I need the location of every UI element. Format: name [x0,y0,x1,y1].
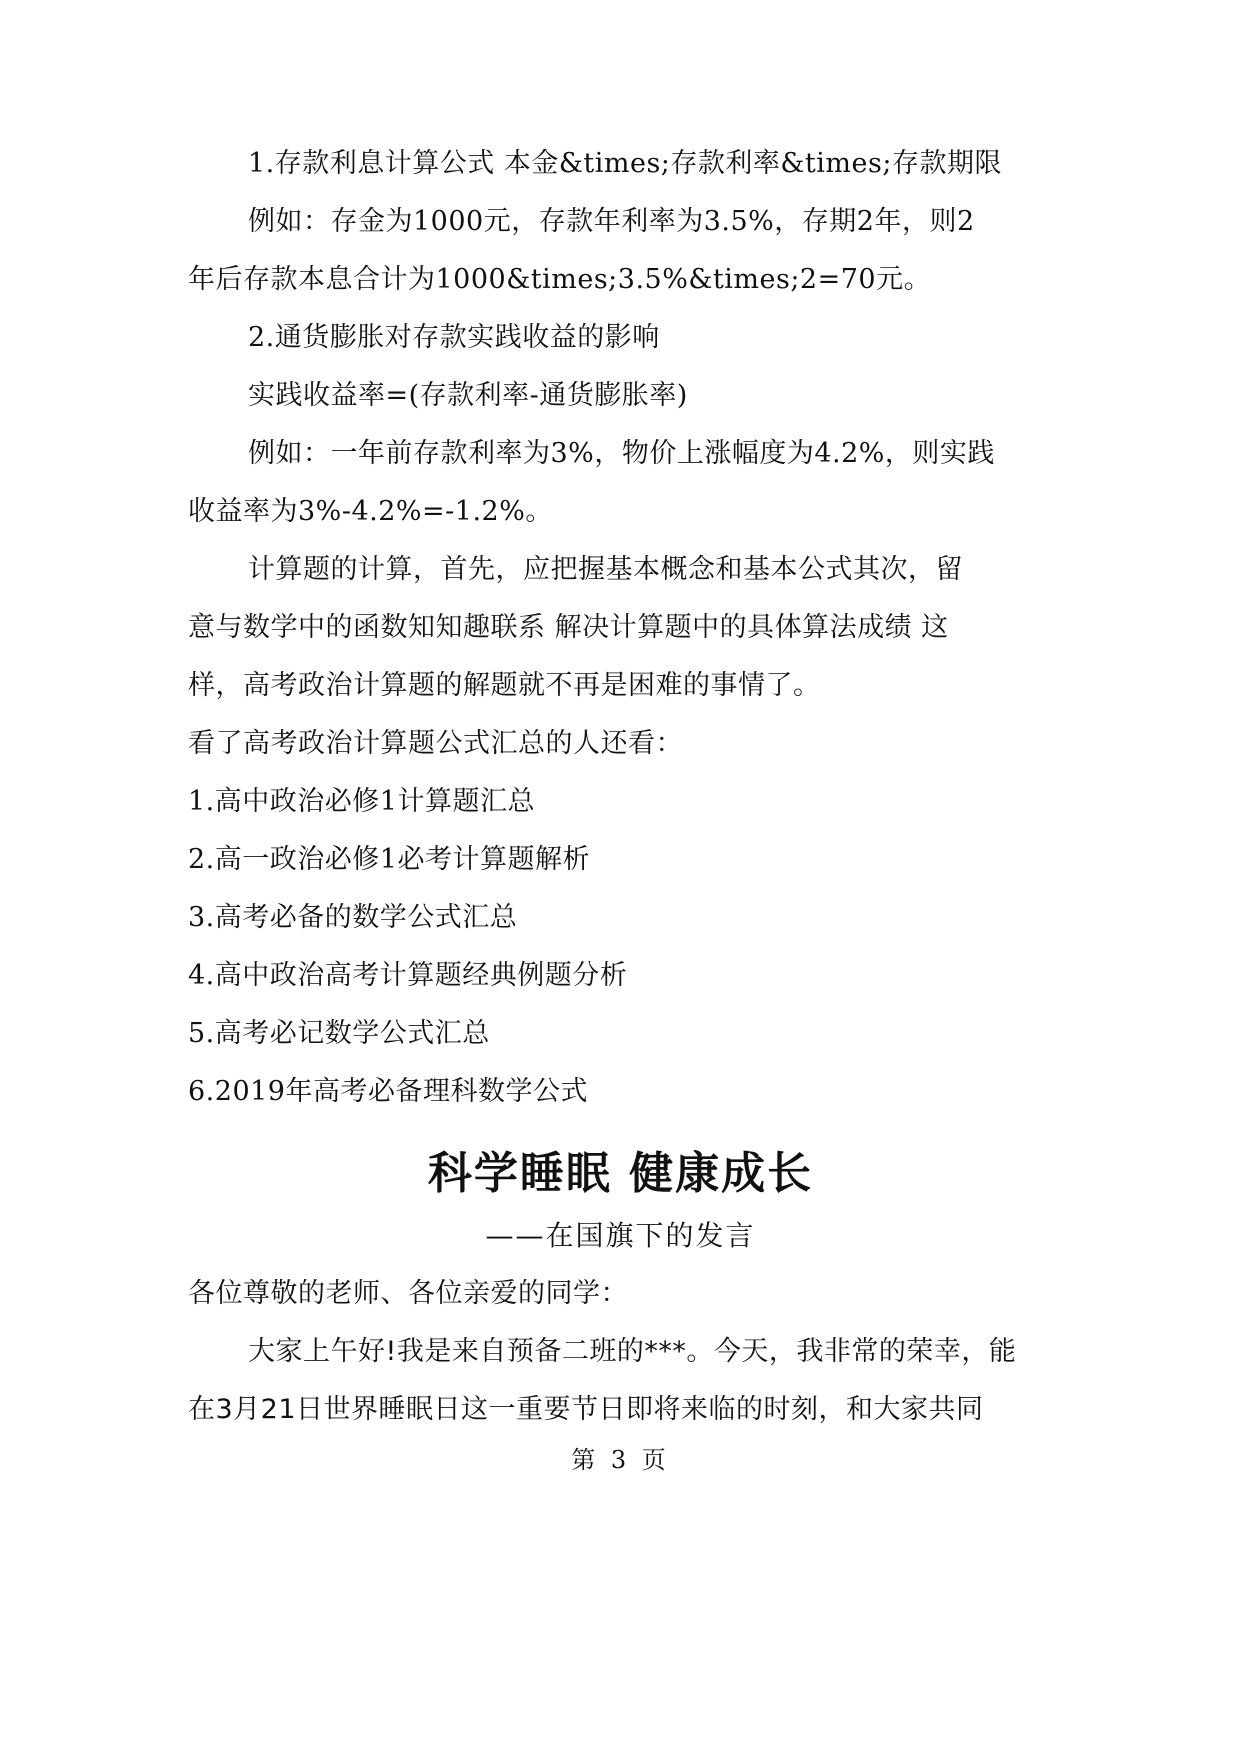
related-link-6[interactable]: 6.2019年高考必备理科数学公式 [188,1076,588,1107]
related-link-3[interactable]: 3.高考必备的数学公式汇总 [188,902,518,933]
paragraph-example-inflation: 例如：一年前存款利率为3%，物价上涨幅度为4.2%，则实践 [248,438,995,469]
related-link-1[interactable]: 1.高中政治必修1计算题汇总 [188,786,535,817]
paragraph-example-deposit-cont: 年后存款本息合计为1000&times;3.5%&times;2=70元。 [188,264,932,295]
paragraph-advice-line-1: 计算题的计算，首先，应把握基本概念和基本公式其次，留 [248,554,963,585]
speech-line-1: 大家上午好!我是来自预备二班的***。今天，我非常的荣幸，能 [248,1336,1017,1367]
related-link-5[interactable]: 5.高考必记数学公式汇总 [188,1018,490,1049]
related-heading: 看了高考政治计算题公式汇总的人还看： [188,728,683,759]
formula-heading-interest: 1.存款利息计算公式 本金&times;存款利率&times;存款期限 [248,148,1002,179]
paragraph-advice-line-3: 样，高考政治计算题的解题就不再是困难的事情了。 [188,670,821,701]
speech-greeting: 各位尊敬的老师、各位亲爱的同学： [188,1278,628,1309]
formula-real-return: 实践收益率=(存款利率-通货膨胀率) [248,380,688,411]
speech-subtitle: ——在国旗下的发言 [485,1219,756,1252]
paragraph-example-deposit: 例如：存金为1000元，存款年利率为3.5%，存期2年，则2 [248,206,975,237]
related-link-4[interactable]: 4.高中政治高考计算题经典例题分析 [188,960,628,991]
paragraph-advice-line-2: 意与数学中的函数知知趣联系 解决计算题中的具体算法成绩 这 [188,612,949,643]
paragraph-example-inflation-cont: 收益率为3%-4.2%=-1.2%。 [188,496,553,527]
formula-heading-inflation: 2.通货膨胀对存款实践收益的影响 [248,322,660,353]
related-link-2[interactable]: 2.高一政治必修1必考计算题解析 [188,844,590,875]
page-number: 第 3 页 [571,1446,670,1474]
speech-line-2: 在3月21日世界睡眠日这一重要节日即将来临的时刻，和大家共同 [188,1394,984,1425]
speech-title: 科学睡眠 健康成长 [427,1148,814,1199]
